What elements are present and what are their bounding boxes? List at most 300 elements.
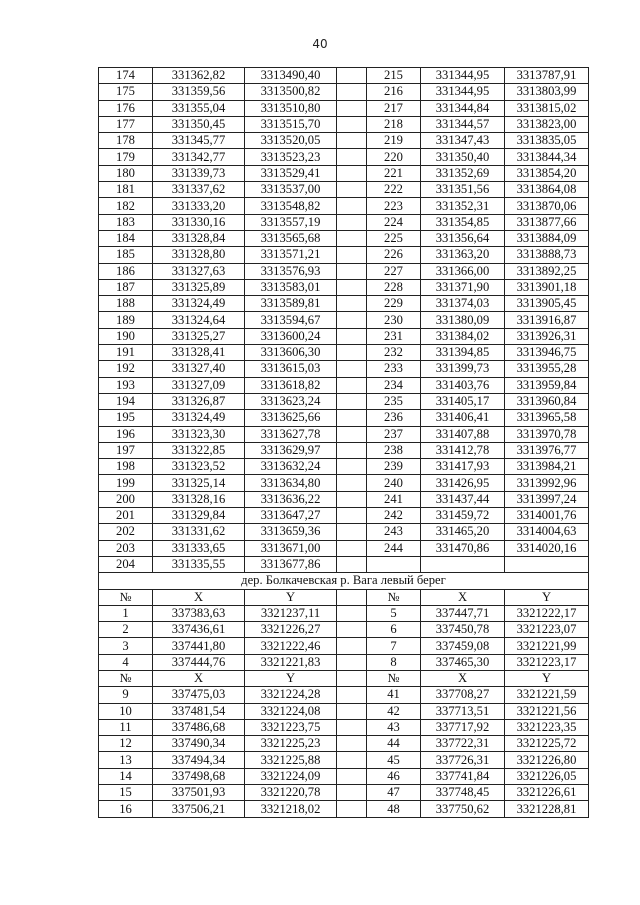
x-coordinate-cell: 331355,04 [153, 100, 245, 116]
spacer-cell [337, 345, 367, 361]
point-number-cell: 190 [99, 328, 153, 344]
spacer-cell [337, 670, 367, 686]
point-number-cell: 232 [367, 345, 421, 361]
point-number-cell: 179 [99, 149, 153, 165]
point-number-cell: 192 [99, 361, 153, 377]
point-number-cell: 193 [99, 377, 153, 393]
y-coordinate-cell: 3313884,09 [505, 230, 589, 246]
section-title: дер. Болкачевская р. Вага левый берег [99, 573, 589, 589]
point-number-cell: 180 [99, 165, 153, 181]
y-coordinate-cell [505, 556, 589, 572]
y-coordinate-cell: 3321218,02 [245, 801, 337, 817]
spacer-cell [337, 182, 367, 198]
x-coordinate-cell: 337465,30 [421, 654, 505, 670]
point-number-cell: 187 [99, 279, 153, 295]
point-number-cell: 3 [99, 638, 153, 654]
x-coordinate-cell: 331328,16 [153, 491, 245, 507]
spacer-cell [337, 296, 367, 312]
spacer-cell [337, 687, 367, 703]
x-coordinate-cell: 337490,34 [153, 736, 245, 752]
x-coordinate-cell: 331325,89 [153, 279, 245, 295]
point-number-cell: 243 [367, 524, 421, 540]
y-coordinate-cell: 3313965,58 [505, 410, 589, 426]
x-coordinate-cell: 331322,85 [153, 442, 245, 458]
y-coordinate-cell: 3313984,21 [505, 459, 589, 475]
y-coordinate-cell: 3321224,09 [245, 768, 337, 784]
point-number-cell: 220 [367, 149, 421, 165]
point-number-cell: 219 [367, 133, 421, 149]
point-number-cell: 237 [367, 426, 421, 442]
table-row [99, 100, 589, 116]
x-coordinate-cell: 331412,78 [421, 442, 505, 458]
point-number-cell: 16 [99, 801, 153, 817]
y-coordinate-cell: 3321226,61 [505, 785, 589, 801]
spacer-cell [337, 654, 367, 670]
table-row [99, 165, 589, 181]
table-row [99, 508, 589, 524]
table-row [99, 785, 589, 801]
point-number-cell: 2 [99, 622, 153, 638]
x-coordinate-cell: 331329,84 [153, 508, 245, 524]
point-number-cell: 233 [367, 361, 421, 377]
table-row [99, 491, 589, 507]
y-coordinate-cell: 3313557,19 [245, 214, 337, 230]
point-number-cell: 218 [367, 116, 421, 132]
y-coordinate-cell: 3313565,68 [245, 230, 337, 246]
y-coordinate-cell: 3314020,16 [505, 540, 589, 556]
y-coordinate-cell: 3313606,30 [245, 345, 337, 361]
table-row [99, 393, 589, 409]
table-row [99, 361, 589, 377]
y-coordinate-cell: 3313992,96 [505, 475, 589, 491]
x-coordinate-cell: 337441,80 [153, 638, 245, 654]
table-row [99, 133, 589, 149]
x-coordinate-cell: 337450,78 [421, 622, 505, 638]
page-number: 40 [312, 37, 328, 51]
x-header: X [153, 589, 245, 605]
y-coordinate-cell: 3313576,93 [245, 263, 337, 279]
table-row [99, 279, 589, 295]
point-number-cell: 178 [99, 133, 153, 149]
y-coordinate-cell: 3313976,77 [505, 442, 589, 458]
x-coordinate-cell: 331335,55 [153, 556, 245, 572]
y-coordinate-cell: 3313864,08 [505, 182, 589, 198]
point-number-cell: 177 [99, 116, 153, 132]
spacer-cell [337, 719, 367, 735]
y-coordinate-cell: 3313529,41 [245, 165, 337, 181]
point-number-cell: 221 [367, 165, 421, 181]
spacer-cell [337, 785, 367, 801]
y-coordinate-cell: 3313627,78 [245, 426, 337, 442]
y-coordinate-cell: 3313955,28 [505, 361, 589, 377]
point-number-cell: 241 [367, 491, 421, 507]
spacer-cell [337, 703, 367, 719]
point-number-cell: 204 [99, 556, 153, 572]
table-row [99, 214, 589, 230]
y-coordinate-cell: 3313787,91 [505, 68, 589, 84]
table-row [99, 752, 589, 768]
y-coordinate-cell: 3313500,82 [245, 84, 337, 100]
y-coordinate-cell: 3313970,78 [505, 426, 589, 442]
table-row [99, 459, 589, 475]
point-number-cell: 42 [367, 703, 421, 719]
point-number-cell: 7 [367, 638, 421, 654]
x-coordinate-cell: 331356,64 [421, 230, 505, 246]
x-coordinate-cell: 331363,20 [421, 247, 505, 263]
spacer-cell [337, 279, 367, 295]
spacer-cell [337, 508, 367, 524]
spacer-cell [337, 100, 367, 116]
x-coordinate-cell: 337459,08 [421, 638, 505, 654]
spacer-cell [337, 165, 367, 181]
x-coordinate-cell: 337494,34 [153, 752, 245, 768]
y-coordinate-cell: 3313618,82 [245, 377, 337, 393]
x-coordinate-cell: 337741,84 [421, 768, 505, 784]
table-row [99, 703, 589, 719]
x-coordinate-cell: 337748,45 [421, 785, 505, 801]
y-coordinate-cell: 3313625,66 [245, 410, 337, 426]
table-row [99, 540, 589, 556]
point-number-cell: 238 [367, 442, 421, 458]
table-row [99, 556, 589, 572]
point-number-cell: 228 [367, 279, 421, 295]
point-number-cell: 244 [367, 540, 421, 556]
spacer-cell [337, 524, 367, 540]
point-number-cell: 1 [99, 605, 153, 621]
point-number-cell: 10 [99, 703, 153, 719]
y-coordinate-cell: 3313659,36 [245, 524, 337, 540]
point-number-cell: 13 [99, 752, 153, 768]
x-coordinate-cell: 331328,80 [153, 247, 245, 263]
y-coordinate-cell: 3313926,31 [505, 328, 589, 344]
spacer-cell [337, 736, 367, 752]
y-coordinate-cell: 3313901,18 [505, 279, 589, 295]
number-header: № [99, 670, 153, 686]
x-coordinate-cell: 331359,56 [153, 84, 245, 100]
point-number-cell: 188 [99, 296, 153, 312]
y-header: Y [245, 670, 337, 686]
x-coordinate-cell: 331333,20 [153, 198, 245, 214]
x-coordinate-cell: 337713,51 [421, 703, 505, 719]
y-coordinate-cell: 3313490,40 [245, 68, 337, 84]
header-row [99, 589, 589, 605]
y-coordinate-cell: 3313636,22 [245, 491, 337, 507]
y-coordinate-cell: 3313629,97 [245, 442, 337, 458]
x-coordinate-cell: 331374,03 [421, 296, 505, 312]
x-coordinate-cell: 331380,09 [421, 312, 505, 328]
x-coordinate-cell: 331327,40 [153, 361, 245, 377]
table-row [99, 736, 589, 752]
y-coordinate-cell: 3321221,56 [505, 703, 589, 719]
x-coordinate-cell: 331352,69 [421, 165, 505, 181]
spacer-cell [337, 133, 367, 149]
y-coordinate-cell: 3321221,83 [245, 654, 337, 670]
y-header: Y [505, 589, 589, 605]
y-coordinate-cell: 3321224,28 [245, 687, 337, 703]
spacer-cell [337, 491, 367, 507]
spacer-cell [337, 475, 367, 491]
table-row [99, 377, 589, 393]
point-number-cell: 183 [99, 214, 153, 230]
x-coordinate-cell: 331399,73 [421, 361, 505, 377]
x-coordinate-cell: 331333,65 [153, 540, 245, 556]
x-coordinate-cell: 331417,93 [421, 459, 505, 475]
point-number-cell: 216 [367, 84, 421, 100]
y-coordinate-cell: 3313803,99 [505, 84, 589, 100]
point-number-cell: 181 [99, 182, 153, 198]
spacer-cell [337, 116, 367, 132]
x-header: X [421, 589, 505, 605]
x-coordinate-cell: 331323,30 [153, 426, 245, 442]
table-row [99, 312, 589, 328]
table-row [99, 426, 589, 442]
point-number-cell: 223 [367, 198, 421, 214]
point-number-cell: 198 [99, 459, 153, 475]
y-coordinate-cell: 3313892,25 [505, 263, 589, 279]
y-coordinate-cell: 3314004,63 [505, 524, 589, 540]
table-row [99, 654, 589, 670]
y-coordinate-cell: 3313594,67 [245, 312, 337, 328]
x-coordinate-cell: 337722,31 [421, 736, 505, 752]
table-row [99, 68, 589, 84]
point-number-cell: 194 [99, 393, 153, 409]
spacer-cell [337, 589, 367, 605]
x-coordinate-cell: 331351,56 [421, 182, 505, 198]
x-coordinate-cell: 331326,87 [153, 393, 245, 409]
table-row [99, 638, 589, 654]
y-coordinate-cell: 3313844,34 [505, 149, 589, 165]
y-coordinate-cell: 3321225,23 [245, 736, 337, 752]
point-number-cell: 230 [367, 312, 421, 328]
table-row [99, 198, 589, 214]
x-coordinate-cell: 337481,54 [153, 703, 245, 719]
x-coordinate-cell: 331384,02 [421, 328, 505, 344]
x-coordinate-cell [421, 556, 505, 572]
y-coordinate-cell: 3321226,80 [505, 752, 589, 768]
x-coordinate-cell: 337444,76 [153, 654, 245, 670]
spacer-cell [337, 263, 367, 279]
x-header: X [153, 670, 245, 686]
x-coordinate-cell: 331354,85 [421, 214, 505, 230]
y-coordinate-cell: 3321224,08 [245, 703, 337, 719]
x-coordinate-cell: 331350,45 [153, 116, 245, 132]
y-coordinate-cell: 3313905,45 [505, 296, 589, 312]
table-row [99, 296, 589, 312]
spacer-cell [337, 68, 367, 84]
x-coordinate-cell: 331327,63 [153, 263, 245, 279]
point-number-cell: 197 [99, 442, 153, 458]
point-number-cell: 4 [99, 654, 153, 670]
table-row [99, 116, 589, 132]
point-number-cell: 15 [99, 785, 153, 801]
x-coordinate-cell: 331323,52 [153, 459, 245, 475]
point-number-cell: 14 [99, 768, 153, 784]
y-coordinate-cell: 3321237,11 [245, 605, 337, 621]
point-number-cell: 184 [99, 230, 153, 246]
x-coordinate-cell: 331344,95 [421, 84, 505, 100]
x-coordinate-cell: 337726,31 [421, 752, 505, 768]
coordinates-table-body [99, 68, 589, 818]
x-coordinate-cell: 337506,21 [153, 801, 245, 817]
point-number-cell: 217 [367, 100, 421, 116]
x-coordinate-cell: 331350,40 [421, 149, 505, 165]
y-header: Y [245, 589, 337, 605]
point-number-cell [367, 556, 421, 572]
x-coordinate-cell: 331344,84 [421, 100, 505, 116]
table-row [99, 622, 589, 638]
table-row [99, 230, 589, 246]
spacer-cell [337, 312, 367, 328]
y-coordinate-cell: 3313823,00 [505, 116, 589, 132]
point-number-cell: 191 [99, 345, 153, 361]
y-coordinate-cell: 3313623,24 [245, 393, 337, 409]
y-coordinate-cell: 3313537,00 [245, 182, 337, 198]
y-coordinate-cell: 3321225,72 [505, 736, 589, 752]
x-coordinate-cell: 331403,76 [421, 377, 505, 393]
point-number-cell: 11 [99, 719, 153, 735]
point-number-cell: 12 [99, 736, 153, 752]
table-row [99, 345, 589, 361]
number-header: № [367, 589, 421, 605]
table-row [99, 182, 589, 198]
y-coordinate-cell: 3313632,24 [245, 459, 337, 475]
point-number-cell: 189 [99, 312, 153, 328]
y-coordinate-cell: 3313600,24 [245, 328, 337, 344]
point-number-cell: 215 [367, 68, 421, 84]
point-number-cell: 9 [99, 687, 153, 703]
x-coordinate-cell: 331345,77 [153, 133, 245, 149]
point-number-cell: 176 [99, 100, 153, 116]
spacer-cell [337, 426, 367, 442]
x-coordinate-cell: 337486,68 [153, 719, 245, 735]
x-coordinate-cell: 337436,61 [153, 622, 245, 638]
y-coordinate-cell: 3313548,82 [245, 198, 337, 214]
x-coordinate-cell: 337475,03 [153, 687, 245, 703]
point-number-cell: 41 [367, 687, 421, 703]
table-row [99, 84, 589, 100]
x-coordinate-cell: 337498,68 [153, 768, 245, 784]
y-coordinate-cell: 3313634,80 [245, 475, 337, 491]
y-coordinate-cell: 3321223,75 [245, 719, 337, 735]
table-row [99, 768, 589, 784]
table-row [99, 719, 589, 735]
spacer-cell [337, 214, 367, 230]
y-coordinate-cell: 3321220,78 [245, 785, 337, 801]
y-coordinate-cell: 3313520,05 [245, 133, 337, 149]
spacer-cell [337, 377, 367, 393]
table-row [99, 442, 589, 458]
point-number-cell: 5 [367, 605, 421, 621]
y-coordinate-cell: 3321221,99 [505, 638, 589, 654]
point-number-cell: 182 [99, 198, 153, 214]
x-coordinate-cell: 331328,84 [153, 230, 245, 246]
x-coordinate-cell: 331347,43 [421, 133, 505, 149]
y-coordinate-cell: 3313959,84 [505, 377, 589, 393]
y-coordinate-cell: 3313583,01 [245, 279, 337, 295]
spacer-cell [337, 247, 367, 263]
y-coordinate-cell: 3313870,06 [505, 198, 589, 214]
x-coordinate-cell: 331362,82 [153, 68, 245, 84]
table-row [99, 247, 589, 263]
x-coordinate-cell: 331407,88 [421, 426, 505, 442]
y-coordinate-cell: 3313671,00 [245, 540, 337, 556]
point-number-cell: 186 [99, 263, 153, 279]
x-coordinate-cell: 331325,27 [153, 328, 245, 344]
x-coordinate-cell: 331331,62 [153, 524, 245, 540]
x-coordinate-cell: 331324,64 [153, 312, 245, 328]
point-number-cell: 225 [367, 230, 421, 246]
y-coordinate-cell: 3321223,07 [505, 622, 589, 638]
y-coordinate-cell: 3313877,66 [505, 214, 589, 230]
y-coordinate-cell: 3321222,17 [505, 605, 589, 621]
y-header: Y [505, 670, 589, 686]
point-number-cell: 8 [367, 654, 421, 670]
point-number-cell: 185 [99, 247, 153, 263]
spacer-cell [337, 410, 367, 426]
spacer-cell [337, 393, 367, 409]
x-coordinate-cell: 331437,44 [421, 491, 505, 507]
y-coordinate-cell: 3313835,05 [505, 133, 589, 149]
point-number-cell: 44 [367, 736, 421, 752]
y-coordinate-cell: 3313615,03 [245, 361, 337, 377]
spacer-cell [337, 361, 367, 377]
y-coordinate-cell: 3321226,27 [245, 622, 337, 638]
x-coordinate-cell: 331352,31 [421, 198, 505, 214]
x-coordinate-cell: 331337,62 [153, 182, 245, 198]
point-number-cell: 195 [99, 410, 153, 426]
y-coordinate-cell: 3321228,81 [505, 801, 589, 817]
y-coordinate-cell: 3313960,84 [505, 393, 589, 409]
point-number-cell: 202 [99, 524, 153, 540]
x-coordinate-cell: 331342,77 [153, 149, 245, 165]
x-coordinate-cell: 331328,41 [153, 345, 245, 361]
y-coordinate-cell: 3321226,05 [505, 768, 589, 784]
table-row [99, 328, 589, 344]
x-coordinate-cell: 337708,27 [421, 687, 505, 703]
spacer-cell [337, 328, 367, 344]
spacer-cell [337, 638, 367, 654]
y-coordinate-cell: 3321223,35 [505, 719, 589, 735]
point-number-cell: 234 [367, 377, 421, 393]
x-coordinate-cell: 331324,49 [153, 296, 245, 312]
point-number-cell: 199 [99, 475, 153, 491]
x-coordinate-cell: 331406,41 [421, 410, 505, 426]
table-row [99, 263, 589, 279]
table-row [99, 410, 589, 426]
y-coordinate-cell: 3313997,24 [505, 491, 589, 507]
x-coordinate-cell: 331465,20 [421, 524, 505, 540]
y-coordinate-cell: 3314001,76 [505, 508, 589, 524]
y-coordinate-cell: 3313510,80 [245, 100, 337, 116]
number-header: № [99, 589, 153, 605]
point-number-cell: 222 [367, 182, 421, 198]
point-number-cell: 45 [367, 752, 421, 768]
y-coordinate-cell: 3313946,75 [505, 345, 589, 361]
point-number-cell: 242 [367, 508, 421, 524]
x-coordinate-cell: 331426,95 [421, 475, 505, 491]
spacer-cell [337, 442, 367, 458]
y-coordinate-cell: 3321222,46 [245, 638, 337, 654]
number-header: № [367, 670, 421, 686]
x-coordinate-cell: 331371,90 [421, 279, 505, 295]
x-coordinate-cell: 337501,93 [153, 785, 245, 801]
x-coordinate-cell: 331366,00 [421, 263, 505, 279]
point-number-cell: 201 [99, 508, 153, 524]
y-coordinate-cell: 3313916,87 [505, 312, 589, 328]
y-coordinate-cell: 3313571,21 [245, 247, 337, 263]
x-coordinate-cell: 331470,86 [421, 540, 505, 556]
x-coordinate-cell: 337383,63 [153, 605, 245, 621]
